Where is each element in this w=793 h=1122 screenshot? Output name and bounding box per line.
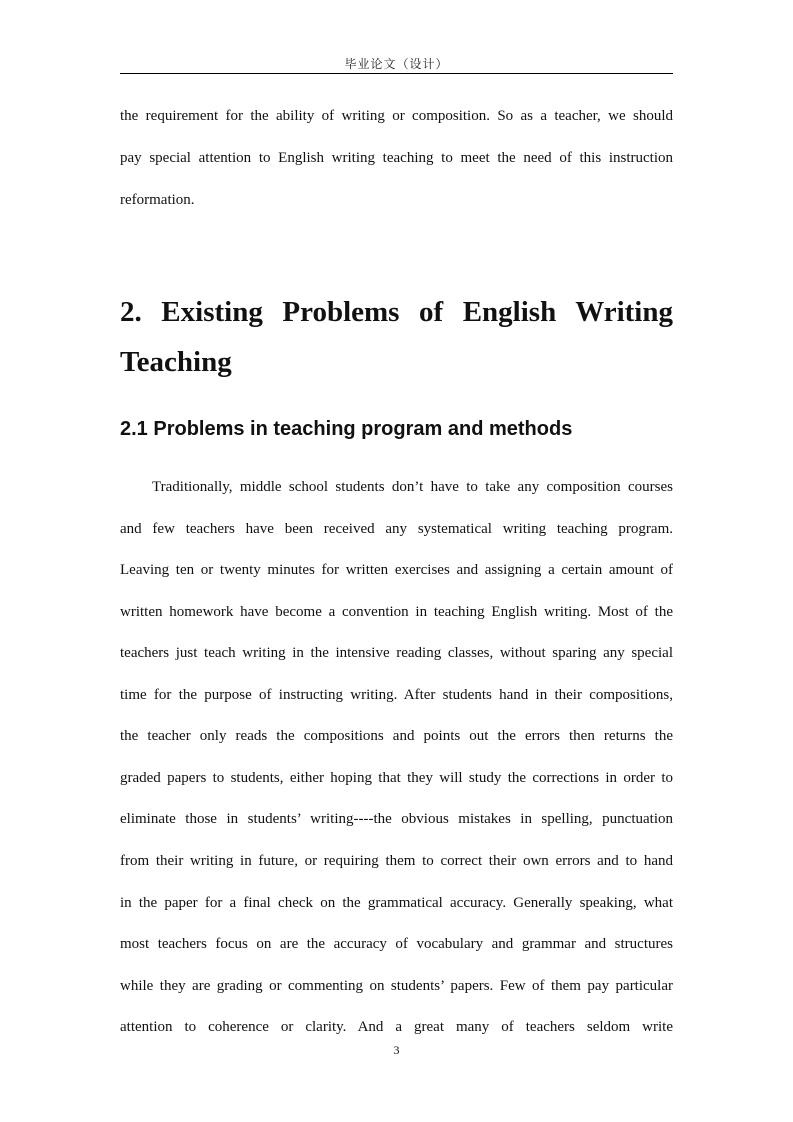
intro-line: pay special attention to English writing teaching to meet the need of this instruction	[120, 150, 673, 166]
body-line: Leaving ten or twenty minutes for written exercises and assigning a certain amount of	[120, 562, 673, 578]
page-number: 3	[393, 1043, 400, 1057]
body-line: attention to coherence or clarity. And a great many of teachers seldom write	[120, 1019, 673, 1035]
body-line: teachers just teach writing in the intensive reading classes, without sparing any special	[120, 645, 673, 661]
body-line: time for the purpose of instructing writing. After students hand in their compositions,	[120, 687, 673, 703]
body-line: the teacher only reads the compositions and points out the errors then returns the	[120, 728, 673, 744]
body-line: in the paper for a final check on the grammatical accuracy. Generally speaking, what	[120, 895, 673, 911]
intro-line: reformation.	[120, 192, 195, 208]
subsection-heading: 2.1 Problems in teaching program and methods	[120, 418, 573, 440]
body-line: most teachers focus on are the accuracy of vocabulary and grammar and structures	[120, 936, 673, 952]
body-line: eliminate those in students’ writing----the obvious mistakes in spelling, punctuation	[120, 811, 673, 827]
section-heading-line: 2. Existing Problems of English Writing	[120, 296, 673, 328]
intro-line: the requirement for the ability of writing or composition. So as a teacher, we should	[120, 108, 673, 124]
body-line: Traditionally, middle school students don’t have to take any composition courses	[152, 479, 673, 495]
body-line: graded papers to students, either hoping that they will study the corrections in order to	[120, 770, 673, 786]
section-heading	[120, 287, 673, 387]
page-header-title: 毕业论文（设计）	[344, 57, 449, 71]
body-line: and few teachers have been received any systematical writing teaching program.	[120, 521, 673, 537]
section-heading-line: Teaching	[120, 346, 232, 378]
body-line: while they are grading or commenting on students’ papers. Few of them pay particular	[120, 978, 673, 994]
header-divider	[120, 73, 673, 74]
body-line: from their writing in future, or requiring them to correct their own errors and to hand	[120, 853, 673, 869]
body-line: written homework have become a convention in teaching English writing. Most of the	[120, 604, 673, 620]
